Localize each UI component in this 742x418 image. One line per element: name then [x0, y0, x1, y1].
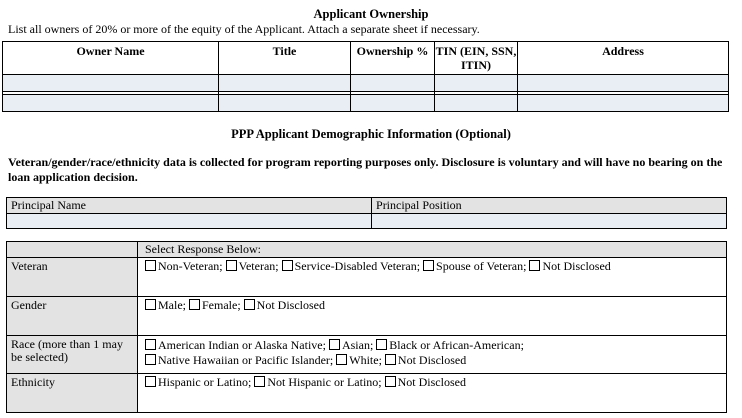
demographic-disclaimer [8, 155, 736, 185]
veteran-label: Veteran [11, 259, 48, 273]
veteran-option-veteran[interactable]: Veteran; [226, 259, 279, 273]
checkbox[interactable] [226, 260, 237, 271]
checkbox[interactable] [385, 354, 396, 365]
principal-name-field[interactable] [7, 214, 372, 229]
race-option-black[interactable]: Black or African-American; [376, 338, 524, 352]
veteran-option-spouse[interactable]: Spouse of Veteran; [423, 259, 526, 273]
disclaimer-line2: loan application decision. [8, 170, 138, 184]
tin-header-line2: ITIN) [460, 58, 491, 72]
principal-label-row [7, 198, 727, 214]
ethnicity-option-not-hispanic[interactable]: Not Hispanic or Latino; [254, 375, 381, 389]
gender-label: Gender [11, 298, 47, 312]
ethnicity-option-not-disclosed[interactable]: Not Disclosed [385, 375, 466, 389]
principal-input-row [7, 214, 727, 229]
checkbox[interactable] [329, 339, 340, 350]
principal-position-label: Principal Position [376, 198, 462, 212]
checkbox[interactable] [529, 260, 540, 271]
ownership-instruction: List all owners of 20% or more of the equity of the Applicant. Attach a separate sheet if necessary. [8, 22, 480, 36]
race-row [7, 336, 727, 374]
spacer-row [7, 229, 727, 242]
ownership-header-row [3, 42, 729, 75]
checkbox[interactable] [336, 354, 347, 365]
checkbox[interactable] [145, 354, 156, 365]
demographic-table [6, 197, 727, 413]
owner-tin-field-1[interactable] [435, 75, 518, 92]
owner-address-field-2[interactable] [518, 95, 729, 112]
tin-header-line1: TIN (EIN, SSN, [435, 44, 517, 58]
ethnicity-options [138, 374, 726, 389]
checkbox[interactable] [376, 339, 387, 350]
veteran-options [138, 258, 726, 273]
ethnicity-row [7, 374, 727, 413]
veteran-row [7, 258, 727, 297]
checkbox[interactable] [189, 299, 200, 310]
principal-name-label-cell [7, 198, 372, 214]
checkbox[interactable] [282, 260, 293, 271]
race-option-white[interactable]: White; [336, 353, 382, 367]
checkbox[interactable] [145, 299, 156, 310]
race-option-native-hawaiian[interactable]: Native Hawaiian or Pacific Islander; [145, 353, 333, 367]
gender-row [7, 297, 727, 336]
demographic-title: PPP Applicant Demographic Information (Optional) [231, 127, 511, 141]
select-response-row [7, 242, 727, 258]
ethnicity-option-hispanic[interactable]: Hispanic or Latino; [145, 375, 251, 389]
ownership-pct-header: Ownership % [351, 42, 435, 75]
ownership-table [2, 41, 729, 112]
owner-title-field-2[interactable] [219, 95, 351, 112]
title-header: Title [219, 42, 351, 75]
owner-pct-field-1[interactable] [351, 75, 435, 92]
race-options [138, 336, 726, 368]
ownership-title: Applicant Ownership [313, 7, 429, 21]
owner-title-field-1[interactable] [219, 75, 351, 92]
checkbox[interactable] [145, 339, 156, 350]
disclaimer-line1: Veteran/gender/race/ethnicity data is collected for program reporting purposes only. Disclosure is voluntary and will have no bearing on the [8, 155, 723, 169]
owner-tin-field-2[interactable] [435, 95, 518, 112]
checkbox[interactable] [244, 299, 255, 310]
select-response-label: Select Response Below: [145, 242, 261, 256]
owner-address-field-1[interactable] [518, 75, 729, 92]
veteran-option-not-disclosed[interactable]: Not Disclosed [529, 259, 610, 273]
tin-header [435, 42, 518, 75]
owner-row-2 [3, 95, 729, 112]
gender-option-female[interactable]: Female; [189, 298, 241, 312]
veteran-option-non-veteran[interactable]: Non-Veteran; [145, 259, 223, 273]
veteran-option-service-disabled[interactable]: Service-Disabled Veteran; [282, 259, 420, 273]
principal-name-label: Principal Name [11, 198, 86, 212]
gender-options [138, 297, 726, 312]
race-option-american-indian[interactable]: American Indian or Alaska Native; [145, 338, 326, 352]
owner-name-field-2[interactable] [3, 95, 219, 112]
race-label: Race (more than 1 may be selected) [11, 337, 123, 364]
checkbox[interactable] [423, 260, 434, 271]
owner-pct-field-2[interactable] [351, 95, 435, 112]
race-option-not-disclosed[interactable]: Not Disclosed [385, 353, 466, 367]
gender-option-male[interactable]: Male; [145, 298, 186, 312]
checkbox[interactable] [385, 376, 396, 387]
checkbox[interactable] [145, 260, 156, 271]
principal-position-label-cell [372, 198, 727, 214]
race-option-asian[interactable]: Asian; [329, 338, 373, 352]
owner-row-1 [3, 75, 729, 92]
principal-position-field[interactable] [372, 214, 727, 229]
owner-name-field-1[interactable] [3, 75, 219, 92]
gender-option-not-disclosed[interactable]: Not Disclosed [244, 298, 325, 312]
owner-name-header: Owner Name [3, 42, 219, 75]
checkbox[interactable] [145, 376, 156, 387]
address-header: Address [518, 42, 729, 75]
checkbox[interactable] [254, 376, 265, 387]
ethnicity-label: Ethnicity [11, 375, 55, 389]
